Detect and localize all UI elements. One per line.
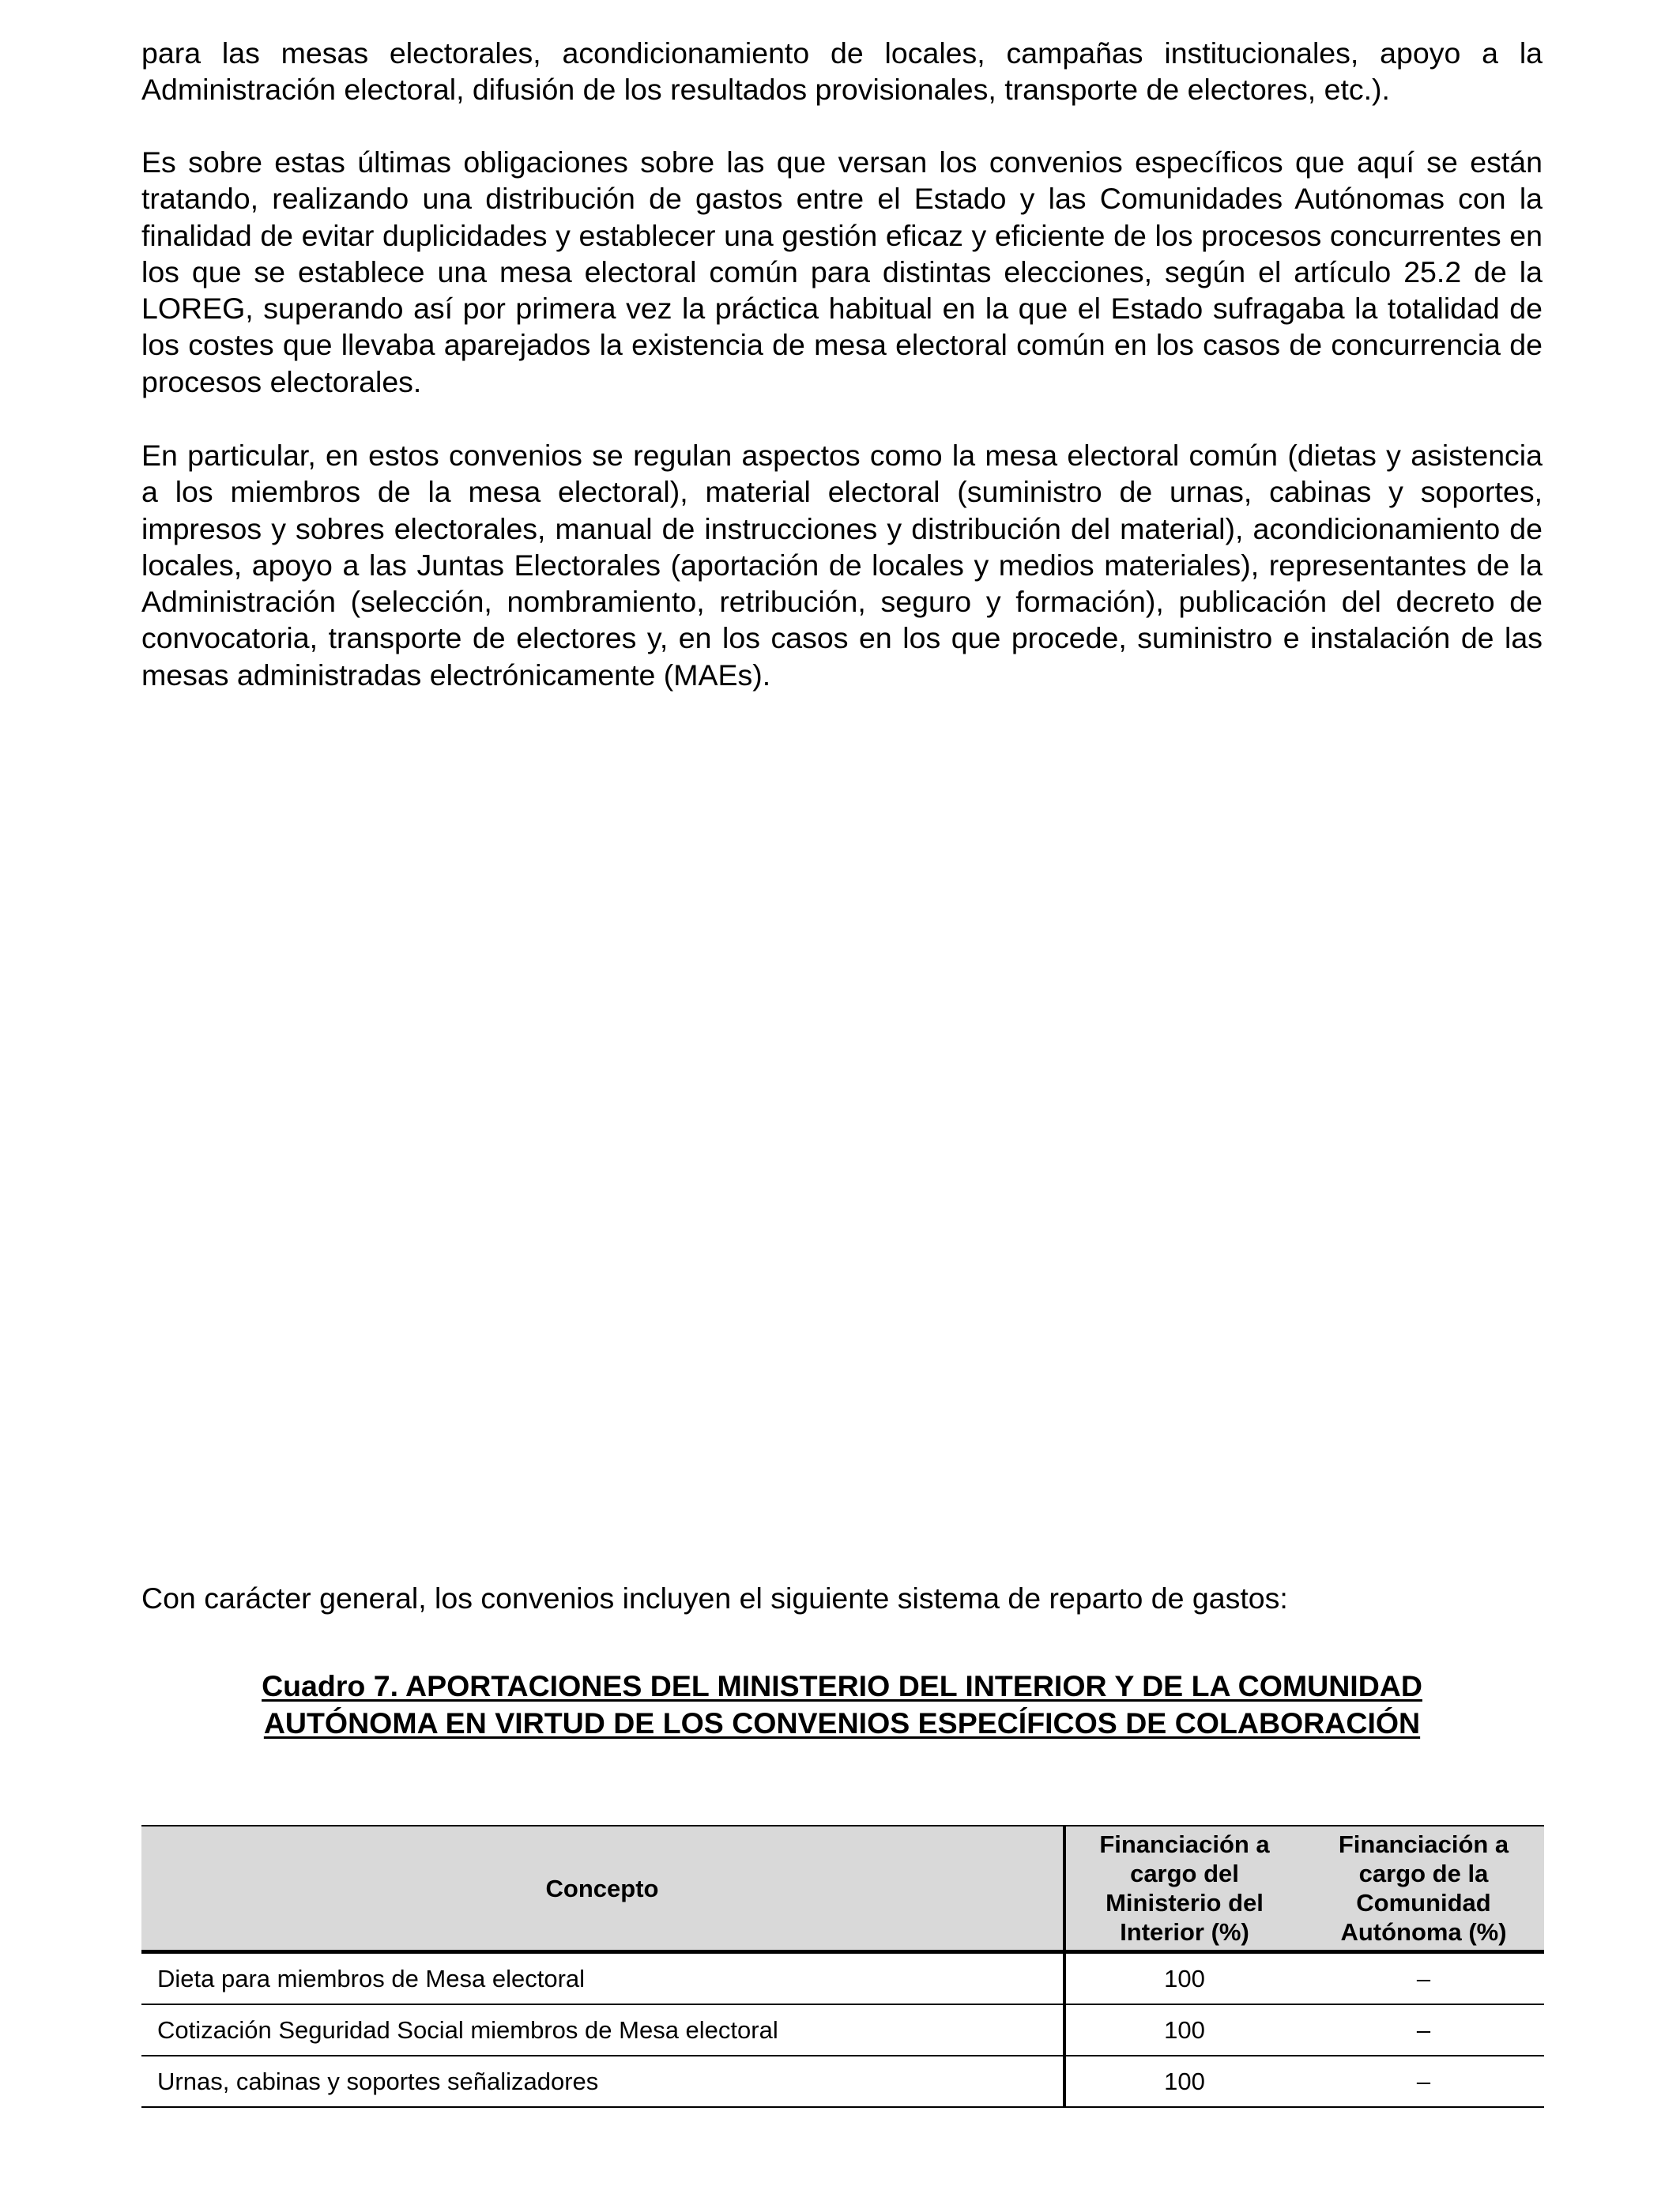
cell-comunidad: – [1303,2056,1544,2107]
cuadro-7-table [141,1825,1544,2108]
paragraph-2: Es sobre estas últimas obligaciones sobre las que versan los convenios específicos que aquí se están tratando, realizando una distribución de gastos entre el Estado y las Comunidades Autónomas con la finalidad de evitar duplicidades y establecer una gestión eficaz y eficiente de los procesos concurrentes en los que se establece una mesa electoral común para distintas elecciones, según el artículo 25.2 de la LOREG, superando así por primera vez la práctica habitual en la que el Estado sufragaba la totalidad de los costes que llevaba aparejados la existencia de mesa electoral común en los casos de concurrencia de procesos electorales. [141,145,1543,398]
cell-ministerio: 100 [1064,2056,1303,2107]
paragraph-4: Con carácter general, los convenios incluyen el siguiente sistema de reparto de gastos: [141,1581,1288,1615]
cell-comunidad: – [1303,1952,1544,2005]
header-ministerio: Financiación a cargo del Ministerio del Interior (%) [1064,1826,1303,1952]
table-row [141,1952,1544,2005]
table-header-row [141,1826,1544,1952]
header-comunidad: Financiación a cargo de la Comunidad Autónoma (%) [1303,1826,1544,1952]
table-row [141,2056,1544,2107]
cell-ministerio: 100 [1064,2004,1303,2056]
table-caption-line-1: Cuadro 7. APORTACIONES DEL MINISTERIO DEL INTERIOR Y DE LA COMUNIDAD [262,1669,1422,1702]
cell-concepto: Cotización Seguridad Social miembros de Mesa electoral [141,2004,1064,2056]
header-concepto: Concepto [141,1826,1064,1952]
table-caption-line-2: AUTÓNOMA EN VIRTUD DE LOS CONVENIOS ESPECÍFICOS DE COLABORACIÓN [263,1706,1421,1740]
table-row [141,2004,1544,2056]
cell-ministerio: 100 [1064,1952,1303,2005]
cell-comunidad: – [1303,2004,1544,2056]
paragraph-3: En particular, en estos convenios se regulan aspectos como la mesa electoral común (dietas y asistencia a los miembros de la mesa electoral), material electoral (suministro de urnas, cabinas y soportes, impresos y sobres electorales, manual de instrucciones y distribución del material), acondicionamiento de locales, apoyo a las Juntas Electorales (aportación de locales y medios materiales), representantes de la Administración (selección, nombramiento, retribución, seguro y formación), publicación del decreto de convocatoria, transporte de electores y, en los casos en los que procede, suministro e instalación de las mesas administradas electrónicamente (MAEs). [141,439,1543,692]
paragraph-1: para las mesas electorales, acondicionamiento de locales, campañas institucionales, apoyo a la Administración electoral, difusión de los resultados provisionales, transporte de electores, etc.). [141,36,1543,107]
cell-concepto: Urnas, cabinas y soportes señalizadores [141,2056,1064,2107]
cell-concepto: Dieta para miembros de Mesa electoral [141,1952,1064,2005]
table-caption [141,1668,1543,1741]
